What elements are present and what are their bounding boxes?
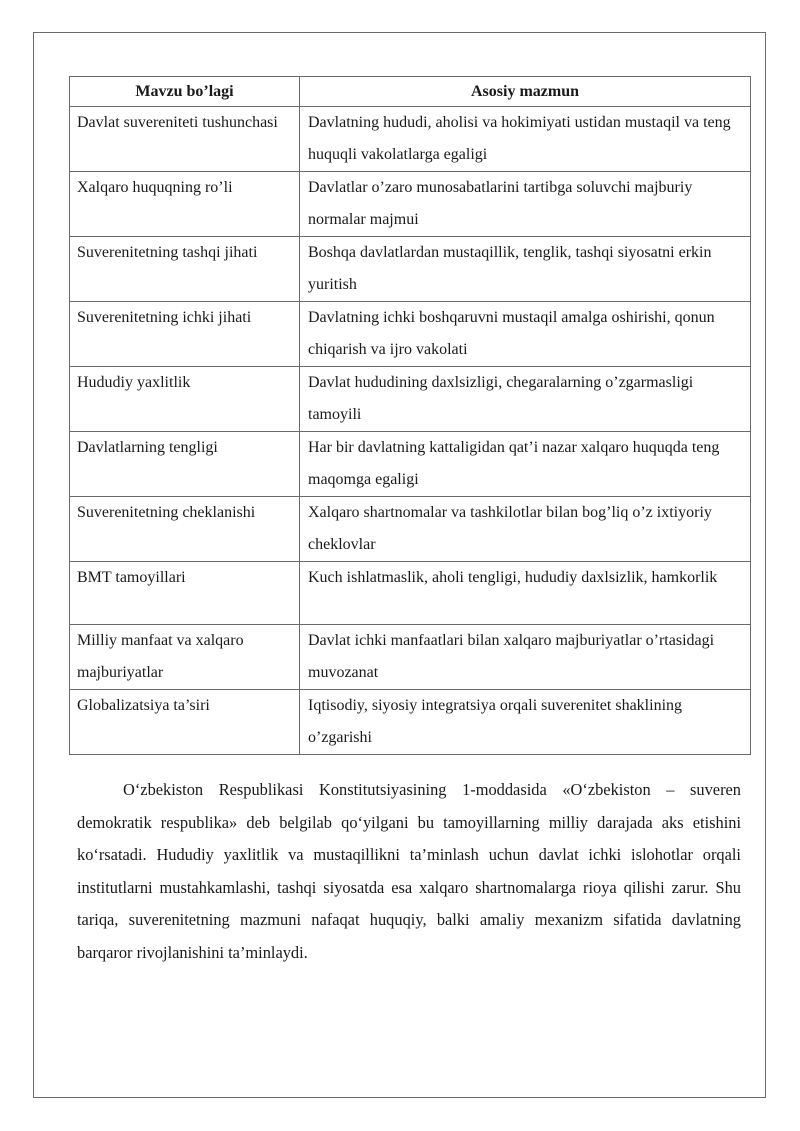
- table-row: [70, 625, 751, 690]
- topic-table: [69, 76, 751, 755]
- content-cell: Xalqaro shartnomalar va tashkilotlar bilan bog’liq o’z ixtiyoriy cheklovlar: [300, 497, 751, 562]
- table-row: [70, 302, 751, 367]
- topic-cell: Xalqaro huquqning ro’li: [70, 172, 300, 237]
- table-row: [70, 172, 751, 237]
- table-row: [70, 237, 751, 302]
- topic-cell: Hududiy yaxlitlik: [70, 367, 300, 432]
- topic-cell: Milliy manfaat va xalqaro majburiyatlar: [70, 625, 300, 690]
- column-header-topic: Mavzu bo’lagi: [70, 77, 300, 107]
- table-row: [70, 562, 751, 625]
- topic-cell: BMT tamoyillari: [70, 562, 300, 625]
- content-cell: Har bir davlatning kattaligidan qat’i nazar xalqaro huquqda teng maqomga egaligi: [300, 432, 751, 497]
- table-row: [70, 107, 751, 172]
- topic-cell: Davlatlarning tengligi: [70, 432, 300, 497]
- topic-cell: Globalizatsiya ta’siri: [70, 690, 300, 755]
- content-cell: Davlatning ichki boshqaruvni mustaqil amalga oshirishi, qonun chiqarish va ijro vakolati: [300, 302, 751, 367]
- topic-cell: Suverenitetning ichki jihati: [70, 302, 300, 367]
- table-row: [70, 690, 751, 755]
- topic-cell: Suverenitetning tashqi jihati: [70, 237, 300, 302]
- content-cell: Boshqa davlatlardan mustaqillik, tenglik, tashqi siyosatni erkin yuritish: [300, 237, 751, 302]
- content-cell: Kuch ishlatmaslik, aholi tengligi, hududiy daxlsizlik, hamkorlik: [300, 562, 751, 625]
- table-row: [70, 432, 751, 497]
- column-header-content: Asosiy mazmun: [300, 77, 751, 107]
- content-cell: Davlatning hududi, aholisi va hokimiyati ustidan mustaqil va teng huquqli vakolatlarga egaligi: [300, 107, 751, 172]
- content-cell: Davlatlar o’zaro munosabatlarini tartibga soluvchi majburiy normalar majmui: [300, 172, 751, 237]
- content-cell: Davlat ichki manfaatlari bilan xalqaro majburiyatlar o’rtasidagi muvozanat: [300, 625, 751, 690]
- table-row: [70, 367, 751, 432]
- table-header-row: [70, 77, 751, 107]
- topic-cell: Davlat suvereniteti tushunchasi: [70, 107, 300, 172]
- content-cell: Iqtisodiy, siyosiy integratsiya orqali suverenitet shaklining o’zgarishi: [300, 690, 751, 755]
- content-cell: Davlat hududining daxlsizligi, chegaralarning o’zgarmasligi tamoyili: [300, 367, 751, 432]
- body-paragraph: O‘zbekiston Respublikasi Konstitutsiyasining 1-moddasida «O‘zbekiston – suveren demokratik respublika» deb belgilab qo‘yilgani bu tamoyillarning milliy darajada aks etishini ko‘rsatadi. Hududiy yaxlitlik va mustaqillikni ta’minlash uchun davlat ichki islohotlar orqali institutlarni mustahkamlashi, tashqi siyosatda esa xalqaro shartnomalarga rioya qilishi zarur. Shu tariqa, suverenitetning mazmuni nafaqat huquqiy, balki amaliy mexanizm sifatida davlatning barqaror rivojlanishini ta’minlaydi.: [77, 780, 741, 962]
- topic-cell: Suverenitetning cheklanishi: [70, 497, 300, 562]
- table-row: [70, 497, 751, 562]
